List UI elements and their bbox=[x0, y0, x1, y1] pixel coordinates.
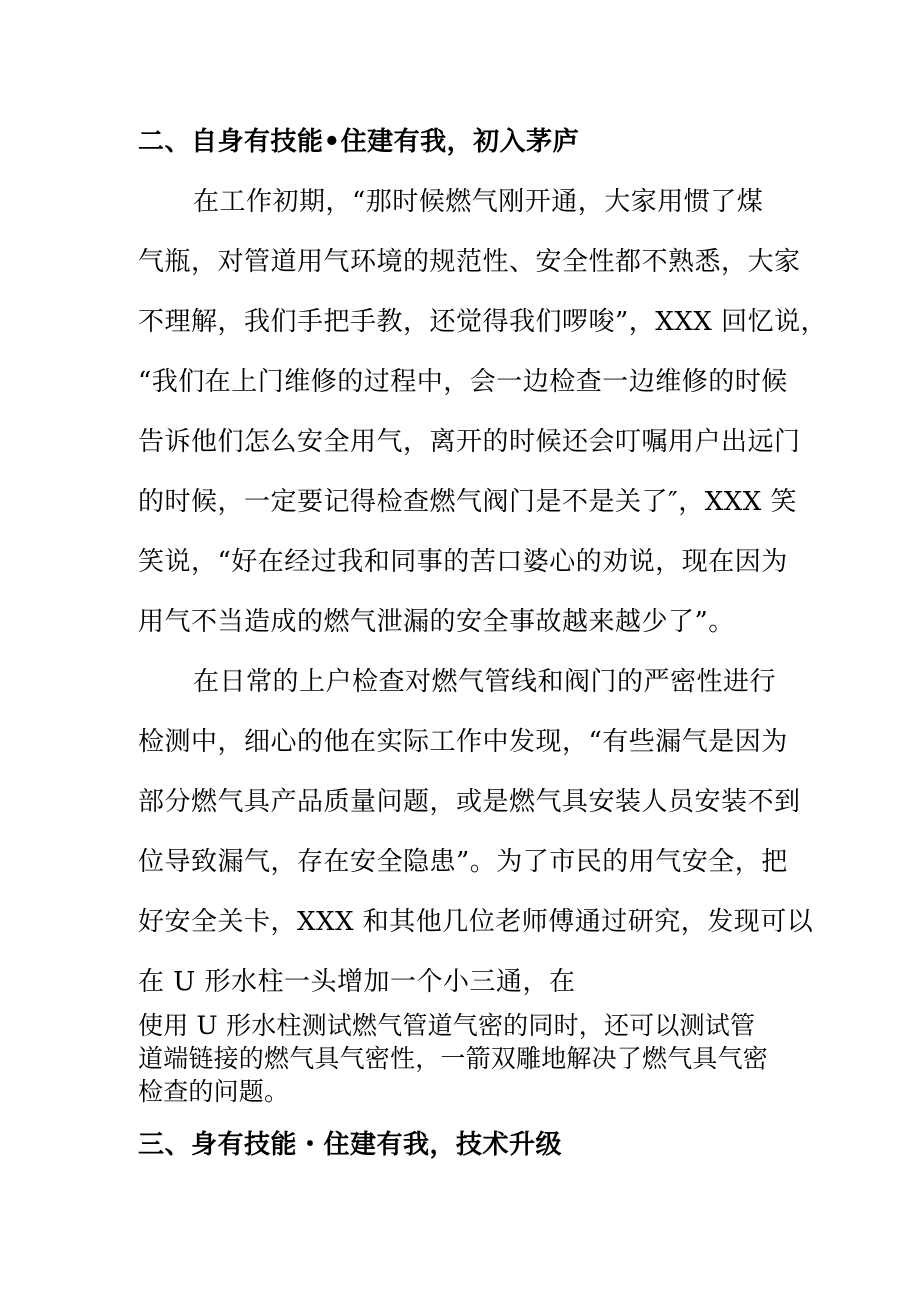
paragraph-2-line-1: 在日常的上户检查对燃气管线和阀门的严密性进行 bbox=[193, 667, 777, 697]
paragraph-2-line-4: 位导致漏气，存在安全隐患”。为了市民的用气安全，把 bbox=[138, 847, 788, 877]
paragraph-1-line-3: 不理解，我们手把手教，还觉得我们啰唆”，XXX 回忆说， bbox=[138, 307, 828, 337]
paragraph-1-line-7: 笑说，“好在经过我和同事的苦口婆心的劝说，现在因为 bbox=[138, 547, 788, 577]
paragraph-1-line-8: 用气不当造成的燃气泄漏的安全事故越来越少了”。 bbox=[138, 607, 735, 637]
paragraph-2-line-2: 检测中，细心的他在实际工作中发现，“有些漏气是因为 bbox=[138, 727, 788, 757]
paragraph-1-line-5: 告诉他们怎么安全用气，离开的时候还会叮嘱用户出远门 bbox=[138, 427, 801, 457]
paragraph-2-line-6: 在 U 形水柱一头增加一个小三通，在 bbox=[138, 967, 576, 997]
paragraph-3-line-1: 使用 U 形水柱测试燃气管道气密的同时，还可以测试管 bbox=[138, 1011, 756, 1040]
paragraph-1-line-4: “我们在上门维修的过程中，会一边检查一边维修的时候 bbox=[138, 367, 788, 397]
paragraph-1-line-1: 在工作初期，“那时候燃气刚开通，大家用惯了煤 bbox=[193, 187, 764, 217]
paragraph-3-line-2: 道端链接的燃气具气密性，一箭双雕地解决了燃气具气密 bbox=[138, 1044, 769, 1073]
section-heading-3: 三、身有技能・住建有我，技术升级 bbox=[138, 1130, 563, 1160]
paragraph-2-line-5: 好安全关卡，XXX 和其他几位老师傅通过研究，发现可以 bbox=[138, 907, 814, 937]
section-heading-2: 二、自身有技能•住建有我，初入茅庐 bbox=[138, 127, 580, 157]
paragraph-2-line-3: 部分燃气具产品质量问题，或是燃气具安装人员安装不到 bbox=[138, 787, 801, 817]
paragraph-3-line-3: 检查的问题。 bbox=[138, 1077, 290, 1106]
paragraph-1-line-2: 气瓶，对管道用气环境的规范性、安全性都不熟悉，大家 bbox=[138, 247, 801, 277]
paragraph-1-line-6: 的时候，一定要记得检查燃气阀门是不是关了″，XXX 笑 bbox=[138, 487, 798, 517]
